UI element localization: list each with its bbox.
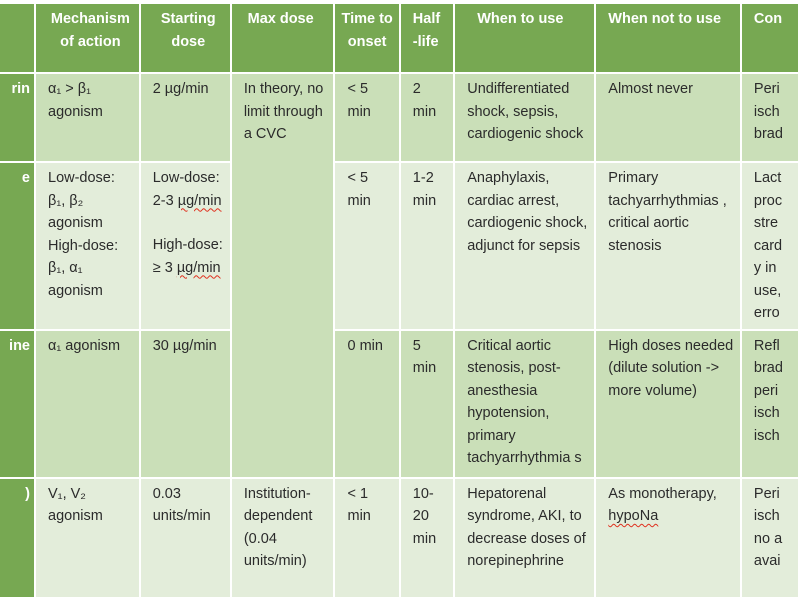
cell-max-dose: In theory, no limit through a CVC — [231, 73, 335, 478]
cell-half-life: 2 min — [400, 73, 454, 162]
spellcheck-underlined-unit: µg/min — [177, 192, 222, 209]
row-drug-name: ) — [0, 478, 35, 598]
header-half-life: Half -life — [400, 3, 454, 73]
cell-when-to-use: Hepatorenal syndrome, AKI, to decrease doses of norepinephrine — [454, 478, 595, 598]
cell-when-not-to-use: High doses needed (dilute solution -> more volume) — [595, 330, 741, 478]
cell-starting-dose: 0.03 units/min — [140, 478, 231, 598]
header-drug — [0, 3, 35, 73]
spellcheck-underlined-unit: µg/min — [176, 259, 221, 276]
cell-half-life: 10-20 min — [400, 478, 454, 598]
cell-time-to-onset: < 1 min — [334, 478, 399, 598]
cell-when-to-use: Anaphylaxis, cardiac arrest, cardiogenic shock, adjunct for sepsis — [454, 162, 595, 330]
starting-dose-high: High-dose: ≥ 3 µg/min — [152, 237, 223, 276]
cell-starting-dose — [140, 162, 231, 330]
cell-time-to-onset: 0 min — [334, 330, 399, 478]
header-max-dose: Max dose — [231, 3, 335, 73]
cell-mechanism: V₁, V₂ agonism — [35, 478, 140, 598]
starting-dose-low: Low-dose: 2-3 µg/min — [152, 170, 222, 209]
spellcheck-underlined-word: hypoNa — [608, 508, 659, 524]
cell-max-dose: Institution-dependent (0.04 units/min) — [231, 478, 335, 598]
header-time-to-onset: Time to onset — [334, 3, 399, 73]
cell-time-to-onset: < 5 min — [334, 73, 399, 162]
table-row — [0, 162, 799, 330]
cell-time-to-onset: < 5 min — [334, 162, 399, 330]
cell-when-to-use: Undifferentiated shock, sepsis, cardiogenic shock — [454, 73, 595, 162]
vasopressor-comparison-table — [0, 2, 800, 599]
vasopressor-comparison-table-container — [0, 2, 800, 599]
row-drug-name: e — [0, 162, 35, 330]
cell-starting-dose: 30 µg/min — [140, 330, 231, 478]
table-row — [0, 330, 799, 478]
cell-half-life: 5 min — [400, 330, 454, 478]
cell-mechanism: α₁ > β₁ agonism — [35, 73, 140, 162]
cell-when-to-use: Critical aortic stenosis, post-anesthesia hypotension, primary tachyarrhythmia s — [454, 330, 595, 478]
cell-when-not-to-use: As monotherapy, hypoNa — [595, 478, 741, 598]
cell-when-not-to-use: Primary tachyarrhythmias , critical aortic stenosis — [595, 162, 741, 330]
cell-half-life: 1-2 min — [400, 162, 454, 330]
table-row — [0, 73, 799, 162]
cell-mechanism: α₁ agonism — [35, 330, 140, 478]
row-drug-name: ine — [0, 330, 35, 478]
cell-mechanism: Low-dose: β₁, β₂ agonism High-dose: β₁, α₁ agonism — [35, 162, 140, 330]
cell-contraindications: Refl brad peri isch isch — [741, 330, 799, 478]
header-row — [0, 3, 799, 73]
header-contraindications: Con — [741, 3, 799, 73]
row-drug-name: rin — [0, 73, 35, 162]
cell-contraindications: Peri isch brad — [741, 73, 799, 162]
header-when-to-use: When to use — [454, 3, 595, 73]
cell-contraindications: Peri isch no a avai — [741, 478, 799, 598]
cell-starting-dose: 2 µg/min — [140, 73, 231, 162]
header-when-not-to-use: When not to use — [595, 3, 741, 73]
cell-when-not-to-use: Almost never — [595, 73, 741, 162]
header-starting-dose: Starting dose — [140, 3, 231, 73]
header-mechanism: Mechanism of action — [35, 3, 140, 73]
table-row — [0, 478, 799, 598]
cell-contraindications: Lact proc stre card y in use, erro — [741, 162, 799, 330]
